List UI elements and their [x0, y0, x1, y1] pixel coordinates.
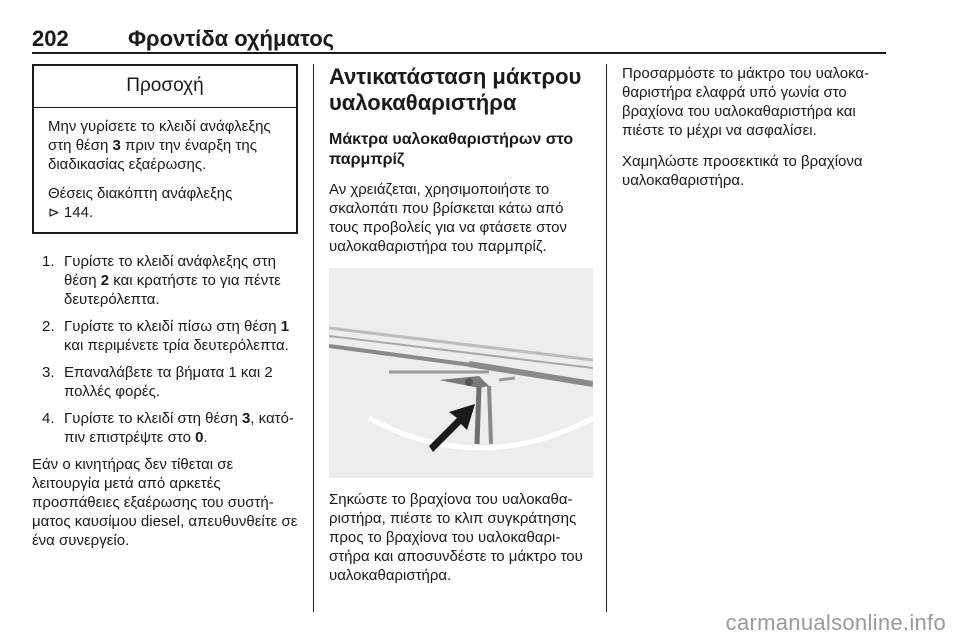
key-position: 3: [112, 137, 121, 154]
page-title: Φροντίδα οχήματος: [128, 26, 335, 51]
closing-paragraph: Εάν ο κινητήρας δεν τίθεται σε λειτουργία μετά από αρκετές προσπάθειες εξαέρωσης του συστήματος καυσίμου diesel, απευθυνθείτε σε ένα συνεργείο.: [32, 456, 298, 549]
key-position: 1: [280, 318, 290, 335]
page-header: [32, 22, 886, 52]
caution-text: [48, 117, 284, 174]
step-text: Γυρίστε το κλειδί στη θέση: [64, 410, 242, 427]
caution-reference: [48, 184, 284, 222]
figure-caption: Σηκώστε το βραχίονα του υαλοκαθαριστήρα, πιέστε το κλιπ συγκράτησης προς το βραχίονα του υαλοκαθαριστήρα και αποσυνδέστε το μάκτρο του υαλοκαθαριστήρα.: [329, 491, 583, 584]
reference-label: Θέσεις διακόπτη ανάφλεξης: [48, 185, 233, 202]
section-title: Αντικατάσταση μάκτρου υαλοκαθαριστήρα: [329, 64, 582, 115]
step-number: 2.: [42, 318, 55, 335]
caution-box: [32, 64, 298, 234]
key-position: 2: [100, 272, 110, 289]
column-divider: [606, 64, 607, 612]
page-number: 202: [32, 26, 69, 51]
list-item: [32, 363, 298, 401]
list-item: [32, 409, 298, 447]
wiper-illustration-svg: [329, 268, 593, 478]
list-item: [32, 317, 298, 355]
step-text: Γυρίστε το κλειδί πίσω στη θέση: [64, 318, 281, 335]
key-position: 3: [241, 410, 251, 427]
instruction-paragraph: Χαμηλώστε προσεκτικά το βραχίονα υαλοκαθαριστήρα.: [622, 153, 863, 189]
caution-text-part: Μην γυρίσετε το κλειδί ανάφλεξης στη θέση: [48, 118, 271, 154]
steps-list: [32, 252, 298, 447]
column-left: [32, 64, 298, 550]
step-number: 4.: [42, 410, 55, 427]
caution-text-part: πριν την έναρξη της διαδικασίας εξαέρωσης.: [48, 137, 257, 173]
step-text: .: [203, 429, 208, 446]
step-text: , κατόπιν επιστρέψτε στο: [64, 410, 294, 446]
column-divider: [313, 64, 314, 612]
step-text: Επαναλάβετε τα βήματα 1 και 2 πολλές φορές.: [64, 364, 273, 400]
step-text: Γυρίστε το κλειδί ανάφλεξης στη θέση: [64, 253, 276, 289]
intro-paragraph: Αν χρειάζεται, χρησιμοποιήστε το σκαλοπάτι που βρίσκεται κάτω από τους προβολείς για να φτάσετε στον υαλοκαθαριστήρα του παρμπρίζ.: [329, 181, 567, 255]
step-number: 1.: [42, 253, 55, 270]
list-item: [32, 252, 298, 309]
watermark: carmanualsonline.info: [725, 610, 946, 635]
section-subtitle: Μάκτρα υαλοκαθαριστήρων στο παρμπρίζ: [329, 131, 574, 168]
header-rule: [32, 52, 886, 54]
arrow-reference-icon: ⊳: [48, 204, 60, 220]
column-right: [622, 64, 886, 200]
reference-page[interactable]: 144.: [63, 204, 94, 221]
caution-body: [34, 108, 296, 232]
step-text: και κρατήστε το για πέντε δευτερόλεπτα.: [64, 272, 281, 308]
step-text: και περιμένετε τρία δευτερόλεπτα.: [64, 337, 289, 354]
wiper-illustration: [329, 268, 593, 478]
caution-heading: Προσοχή: [34, 66, 296, 108]
column-middle: [329, 64, 593, 595]
step-number: 3.: [42, 364, 55, 381]
instruction-paragraph: Προσαρμόστε το μάκτρο του υαλοκαθαριστήρα ελαφρά υπό γωνία στο βραχίονα του υαλοκαθαριστήρα και πιέστε το μέχρι να ασφαλίσει.: [622, 65, 870, 139]
key-position: 0: [195, 429, 204, 446]
